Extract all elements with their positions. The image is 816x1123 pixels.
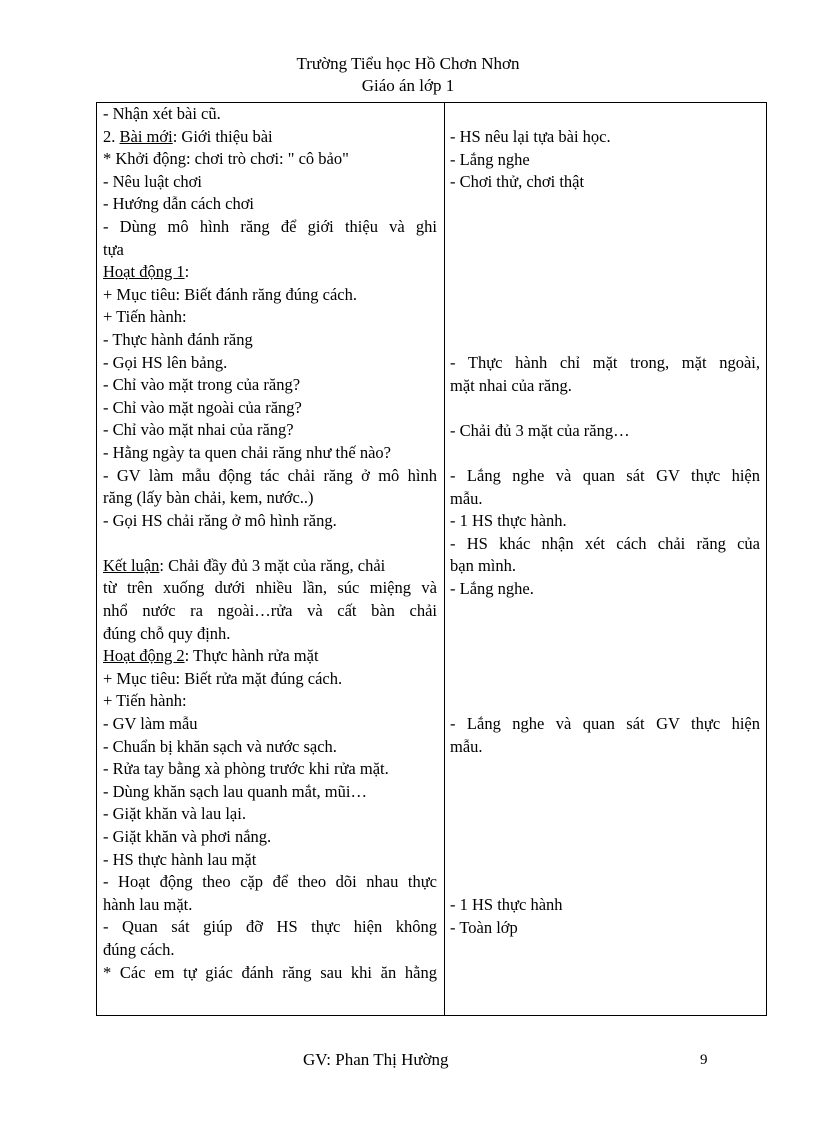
text-line: bạn mình. bbox=[450, 556, 516, 576]
activity-1-heading: Hoạt động 1 bbox=[103, 262, 185, 282]
teacher-name-footer: GV: Phan Thị Hường bbox=[303, 1050, 449, 1069]
text-line: - Lắng nghe và quan sát GV thực hiện bbox=[450, 714, 760, 734]
text-line: hành lau mặt. bbox=[103, 894, 193, 914]
text-line: - HS thực hành lau mặt bbox=[103, 849, 257, 869]
text-line: - Gọi HS lên bảng. bbox=[103, 352, 228, 372]
text-line: - Thực hành chỉ mặt trong, mặt ngoài, bbox=[450, 352, 760, 372]
text-line: - Dùng mô hình răng để giới thiệu và ghi bbox=[103, 216, 437, 236]
student-activities-column bbox=[450, 126, 760, 939]
text-line: - Rửa tay bằng xà phòng trước khi rửa mặt. bbox=[103, 759, 389, 779]
text-line: tựa bbox=[103, 239, 124, 259]
text-line: - Gọi HS chải răng ở mô hình răng. bbox=[103, 510, 337, 530]
text-line: đúng chỗ quy định. bbox=[103, 623, 231, 643]
activity-2-heading: Hoạt động 2 bbox=[103, 646, 185, 666]
school-name: Trường Tiểu học Hồ Chơn Nhơn bbox=[296, 54, 520, 73]
text-line: từ trên xuống dưới nhiều lần, súc miệng và bbox=[103, 578, 437, 598]
lesson-plan-subtitle: Giáo án lớp 1 bbox=[361, 76, 455, 95]
text-line: - Nêu luật chơi bbox=[103, 171, 202, 191]
activity-2-line: Hoạt động 2: Thực hành rửa mặt bbox=[103, 646, 319, 666]
text-line: - Lắng nghe bbox=[450, 149, 530, 169]
text-line: - Chơi thử, chơi thật bbox=[450, 172, 585, 192]
column-divider bbox=[444, 102, 445, 1016]
activity-1-line: Hoạt động 1: bbox=[103, 262, 190, 282]
text-line: - GV làm mẫu bbox=[103, 714, 198, 734]
teacher-activities-column bbox=[103, 103, 437, 984]
text-line: - Chuẩn bị khăn sạch và nước sạch. bbox=[103, 736, 337, 756]
text-line: - Quan sát giúp đỡ HS thực hiện không bbox=[103, 917, 437, 937]
text-line: - Hoạt động theo cặp để theo dõi nhau thực bbox=[103, 872, 437, 892]
text-line: - GV làm mẫu động tác chải răng ở mô hình bbox=[103, 465, 437, 485]
text-line: - Thực hành đánh răng bbox=[103, 329, 253, 349]
text-line: mẫu. bbox=[450, 737, 483, 757]
text-line: - Chỉ vào mặt trong của răng? bbox=[103, 375, 301, 395]
text-line: - Lắng nghe và quan sát GV thực hiện bbox=[450, 465, 760, 485]
text-line: - Chỉ vào mặt nhai của răng? bbox=[103, 420, 294, 440]
text-line: + Tiến hành: bbox=[103, 307, 187, 327]
text-line: + Mục tiêu: Biết rửa mặt đúng cách. bbox=[103, 668, 343, 688]
text-line: nhổ nước ra ngoài…rửa và cất bàn chải bbox=[103, 601, 437, 621]
text-line: mặt nhai của răng. bbox=[450, 375, 572, 395]
text-line: + Mục tiêu: Biết đánh răng đúng cách. bbox=[103, 284, 357, 304]
text-line: - Giặt khăn và lau lại. bbox=[103, 804, 246, 824]
text-line: - HS nêu lại tựa bài học. bbox=[450, 127, 611, 146]
text-line: - Hướng dẫn cách chơi bbox=[103, 194, 255, 214]
text-line: - HS khác nhận xét cách chải răng của bbox=[450, 533, 760, 553]
text-line: - Nhận xét bài cũ. bbox=[103, 104, 221, 123]
text-line: - Dùng khăn sạch lau quanh mắt, mũi… bbox=[103, 781, 367, 801]
page-number: 9 bbox=[700, 1052, 708, 1068]
new-lesson-line: 2. Bài mới: Giới thiệu bài bbox=[103, 126, 273, 146]
new-lesson-heading: Bài mới bbox=[119, 126, 173, 146]
text-line: - Chải đủ 3 mặt của răng… bbox=[450, 420, 630, 440]
text-line: * Khởi động: chơi trò chơi: " cô bảo" bbox=[103, 149, 349, 169]
text-line: - Toàn lớp bbox=[450, 917, 518, 937]
conclusion-heading: Kết luận bbox=[103, 555, 160, 575]
text-line: - Hằng ngày ta quen chải răng như thế nào? bbox=[103, 442, 391, 462]
text-line: + Tiến hành: bbox=[103, 691, 187, 711]
text-line: đúng cách. bbox=[103, 939, 175, 959]
text-line: mẫu. bbox=[450, 488, 483, 508]
text-line: - 1 HS thực hành bbox=[450, 895, 563, 915]
conclusion-line: Kết luận: Chải đầy đủ 3 mặt của răng, chải bbox=[103, 555, 386, 575]
text-line: - Lắng nghe. bbox=[450, 578, 534, 598]
text-line: răng (lấy bàn chải, kem, nước..) bbox=[103, 488, 314, 508]
text-line: - Giặt khăn và phơi nắng. bbox=[103, 827, 272, 846]
text-line: - Chỉ vào mặt ngoài của răng? bbox=[103, 397, 302, 417]
text-line: - 1 HS thực hành. bbox=[450, 511, 567, 531]
text-line: * Các em tự giác đánh răng sau khi ăn hằng bbox=[103, 962, 437, 982]
